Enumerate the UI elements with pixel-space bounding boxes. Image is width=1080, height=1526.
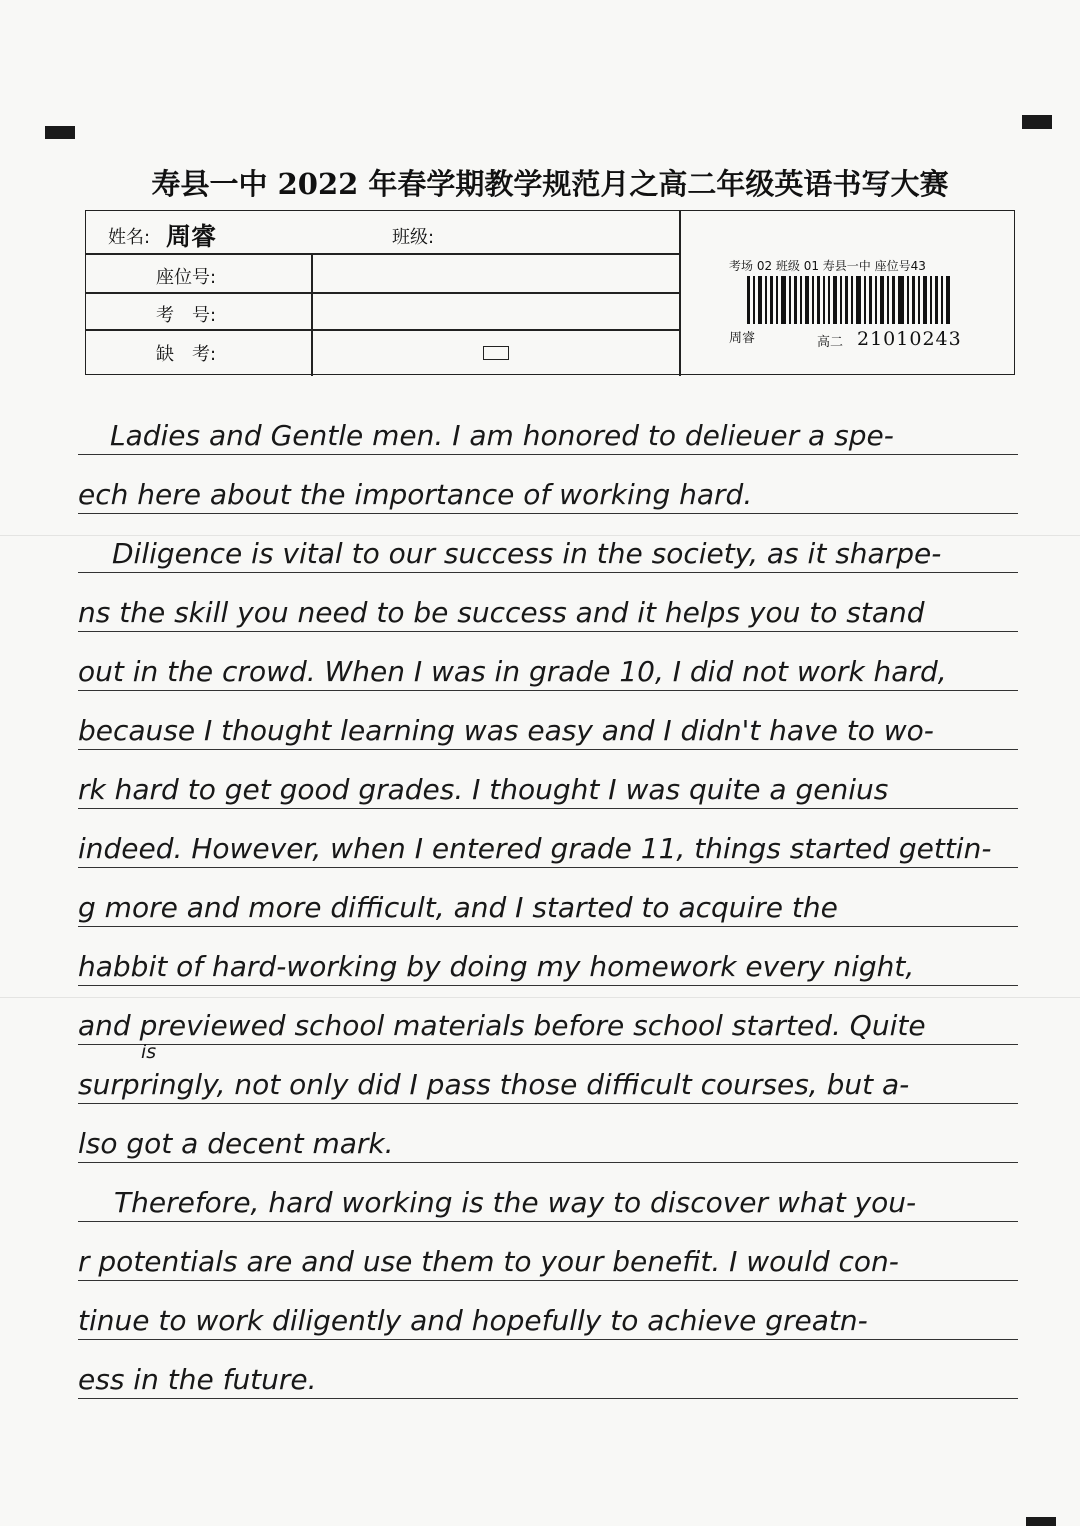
essay-line: [78, 691, 1018, 750]
absent-checkbox[interactable]: [483, 346, 509, 360]
essay-line-text: habbit of hard-working by doing my homework every night,: [78, 950, 915, 983]
essay-line: [78, 1281, 1018, 1340]
essay-line-text: ess in the future.: [78, 1363, 317, 1396]
name-value: 周睿: [166, 222, 217, 251]
essay-line: [78, 514, 1018, 573]
essay-line-text: r potentials are and use them to your benefit. I would con-: [78, 1245, 899, 1278]
essay-line: [78, 1340, 1018, 1399]
essay-line-text: ech here about the importance of working hard.: [78, 478, 753, 511]
essay-line-text: rk hard to get good grades. I thought I was quite a genius: [78, 773, 889, 806]
barcode-student-name: 周睿: [729, 331, 756, 346]
absent-label: 缺 考:: [156, 344, 217, 365]
essay-line: [78, 632, 1018, 691]
essay-line: [78, 573, 1018, 632]
essay-line: [78, 1045, 1018, 1104]
essay-line-text: Ladies and Gentle men. I am honored to delieuer a spe-: [110, 419, 894, 452]
barcode-grade: 高二: [817, 335, 844, 350]
essay-line-text: surpringly, not only did I pass those difficult courses, but a-: [78, 1068, 910, 1101]
essay-line: [78, 1104, 1018, 1163]
essay-line: [78, 809, 1018, 868]
name-label: 姓名:: [108, 227, 151, 248]
essay-line-text: ns the skill you need to be success and it helps you to stand: [78, 596, 925, 629]
essay-line-text: Therefore, hard working is the way to discover what you-: [114, 1186, 917, 1219]
contest-title: 寿县一中 2022 年春学期教学规范月之高二年级英语书写大赛: [151, 167, 949, 201]
barcode-number: 21010243: [857, 328, 962, 350]
essay-line: [78, 1163, 1018, 1222]
student-barcode: [747, 276, 952, 324]
essay-line: [78, 927, 1018, 986]
essay-line: [78, 986, 1018, 1045]
essay-line: [78, 868, 1018, 927]
exam-number-label: 考 号:: [156, 305, 217, 326]
essay-line: [78, 455, 1018, 514]
essay-line-text: indeed. However, when I entered grade 11, things started gettin-: [78, 832, 992, 865]
essay-line: [78, 750, 1018, 809]
essay-line-text: lso got a decent mark.: [78, 1127, 394, 1160]
registration-mark-bottom-right: [1026, 1517, 1056, 1526]
essay-line-text: out in the crowd. When I was in grade 10, I did not work hard,: [78, 655, 947, 688]
registration-mark-top-right: [1022, 115, 1052, 129]
essay-line-text: Diligence is vital to our success in the society, as it sharpe-: [112, 537, 942, 570]
essay-line-text: and previewed school materials before school started. Quite: [78, 1009, 926, 1042]
essay-line-text: because I thought learning was easy and I didn't have to wo-: [78, 714, 934, 747]
seat-label: 座位号:: [156, 267, 217, 288]
barcode-header-text: 考场 02 班级 01 寿县一中 座位号43: [729, 259, 926, 273]
essay-line-text: tinue to work diligently and hopefully to achieve greatn-: [78, 1304, 868, 1337]
essay-line: [78, 1222, 1018, 1281]
class-label: 班级:: [392, 227, 435, 248]
insertion-correction: is: [141, 1041, 157, 1063]
registration-mark-top-left: [45, 126, 75, 139]
essay-line: [78, 396, 1018, 455]
essay-line-text: g more and more difficult, and I started to acquire the: [78, 891, 838, 924]
handwritten-essay: [78, 396, 1018, 1399]
